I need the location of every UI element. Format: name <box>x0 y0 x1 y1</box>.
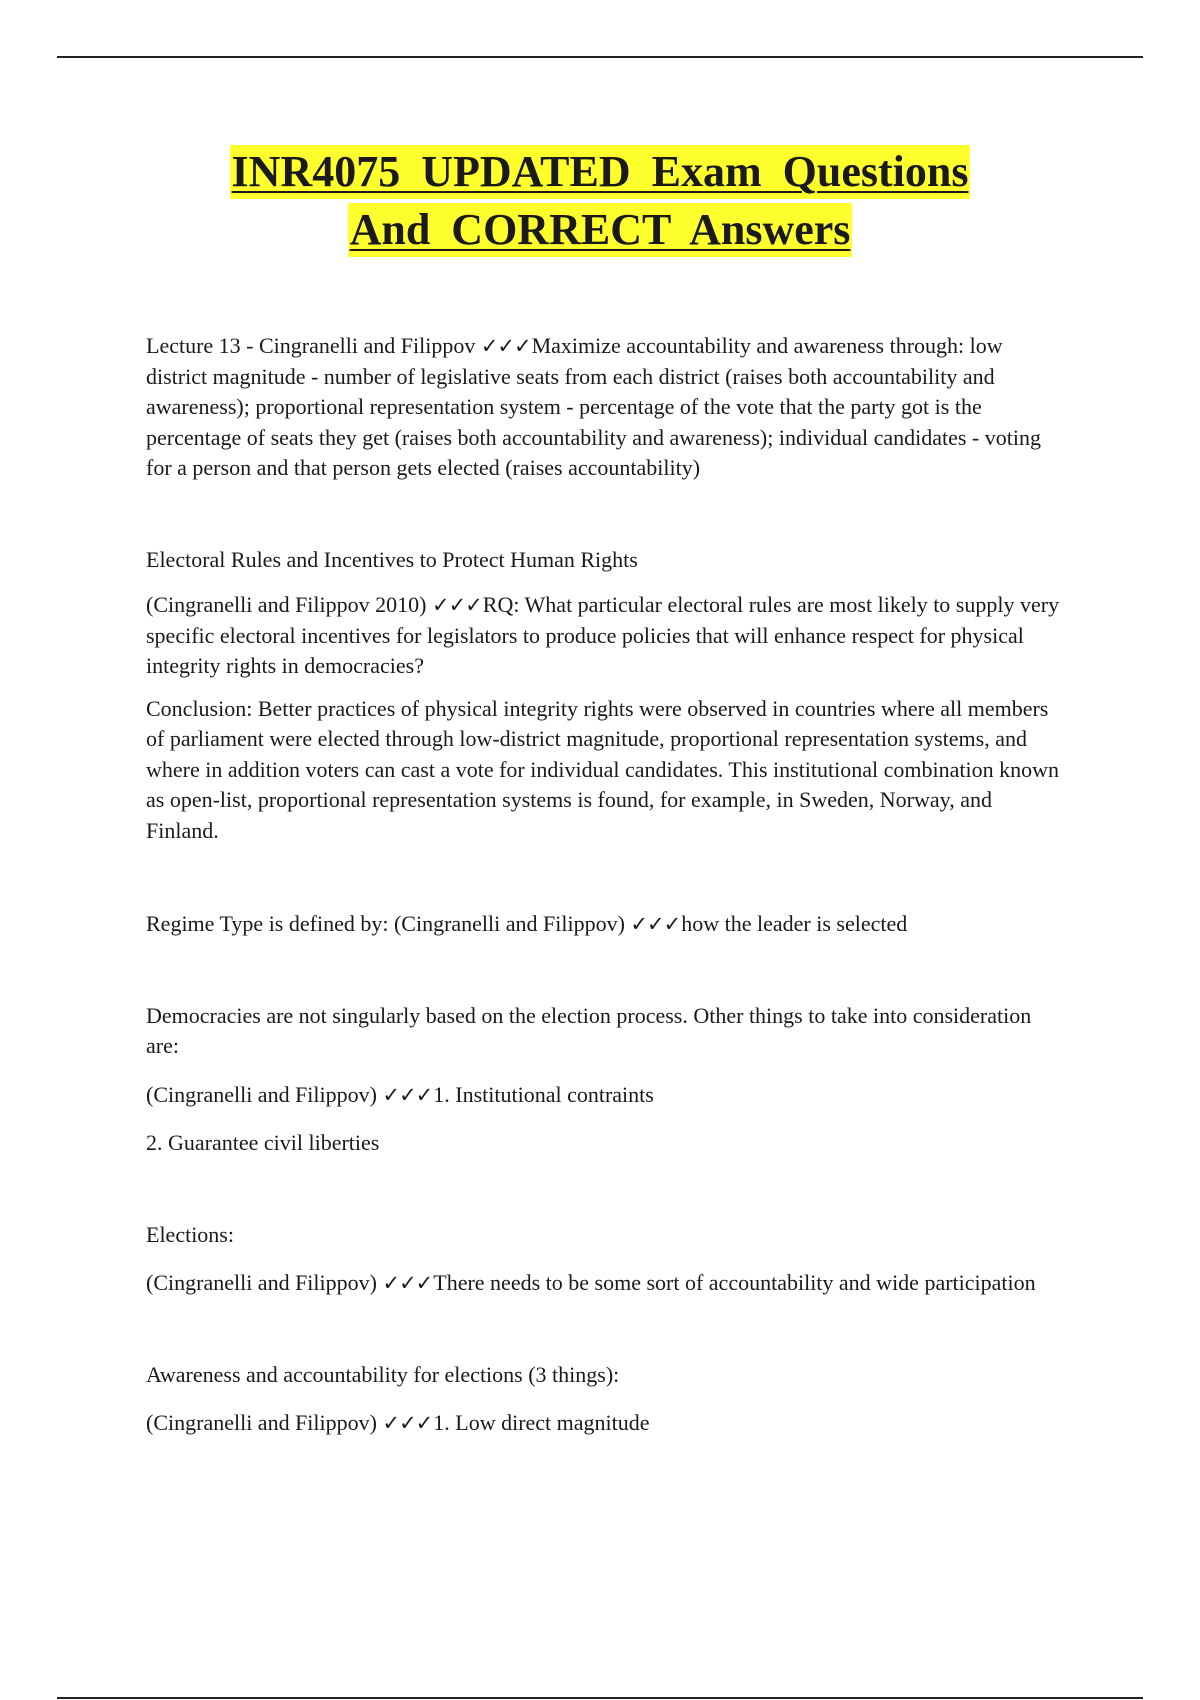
section-heading: Democracies are not singularly based on the election process. Other things to take into consideration are: <box>146 1002 1032 1058</box>
document-title <box>0 143 1200 259</box>
question-text: (Cingranelli and Filippov) <box>146 1270 377 1295</box>
check-marks-icon: ✓✓✓ <box>382 1082 433 1107</box>
answer-text: RQ: What particular electoral rules are most likely to supply very specific electoral incentives for legislators to produce policies that will enhance respect for physical integrity rights in democracies? <box>146 592 1060 678</box>
title-line-2: And CORRECT Answers <box>348 203 853 257</box>
check-marks-icon: ✓✓✓ <box>480 334 531 358</box>
answer-text: Maximize accountability and awareness through: low district magnitude - number of legislative seats from each district (raises both accountability and awareness); proportional representation system - percentage of the vote that the party got is the percentage of seats they get (raises both accountability and awareness); individual candidates - voting for a person and that person gets elected (raises accountability) <box>146 333 1041 480</box>
section-heading: Electoral Rules and Incentives to Protect Human Rights <box>146 546 638 572</box>
answer-text: 1. Institutional contraints <box>433 1081 654 1107</box>
qa-item <box>146 331 1066 484</box>
answer-continuation: Conclusion: Better practices of physical integrity rights were observed in countries where all members of parliament were elected through low-district magnitude, proportional representation systems, and where in addition voters can cast a vote for individual candidates. This institutional combination known as open-list, proportional representation systems is found, for example, in Sweden, Norway, and Finland. <box>146 695 1059 843</box>
title-line-1: INR4075 UPDATED Exam Questions <box>230 145 971 199</box>
qa-item <box>146 590 1066 682</box>
answer-continuation: 2. Guarantee civil liberties <box>146 1130 380 1155</box>
qa-item <box>146 1268 1066 1299</box>
qa-item <box>146 1408 1066 1439</box>
qa-item <box>146 909 1066 940</box>
check-marks-icon: ✓✓✓ <box>630 912 681 936</box>
answer-text: how the leader is selected <box>681 911 908 936</box>
check-marks-icon: ✓✓✓ <box>382 1271 433 1295</box>
check-marks-icon: ✓✓✓ <box>382 1411 433 1435</box>
document-body <box>146 331 1066 1439</box>
answer-text: There needs to be some sort of accountability and wide participation <box>433 1270 1036 1295</box>
top-rule <box>57 56 1143 58</box>
qa-item <box>146 1080 1066 1111</box>
section-heading: Awareness and accountability for elections (3 things): <box>146 1361 620 1387</box>
question-text: (Cingranelli and Filippov) <box>146 1081 377 1107</box>
question-text: (Cingranelli and Filippov) <box>146 1410 377 1435</box>
section-heading: Elections: <box>146 1221 234 1247</box>
question-text: (Cingranelli and Filippov 2010) <box>146 592 427 617</box>
question-text: Lecture 13 - Cingranelli and Filippov <box>146 333 476 358</box>
answer-text: 1. Low direct magnitude <box>433 1410 650 1435</box>
check-marks-icon: ✓✓✓ <box>431 593 482 617</box>
bottom-rule <box>57 1697 1143 1699</box>
question-text: Regime Type is defined by: (Cingranelli and Filippov) <box>146 911 625 936</box>
